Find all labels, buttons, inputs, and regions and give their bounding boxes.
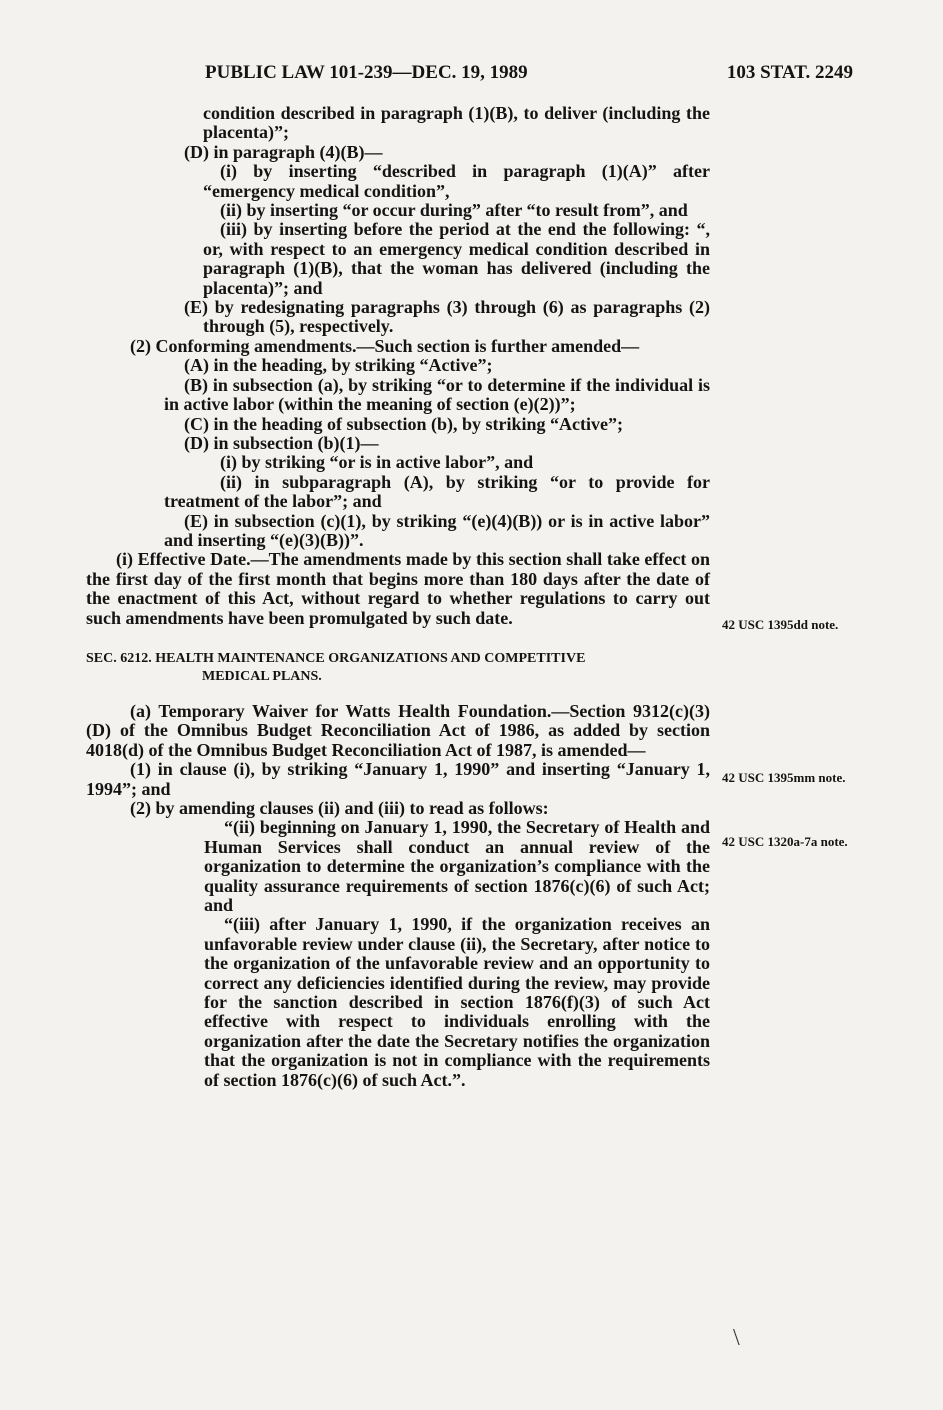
paragraph: (1) in clause (i), by striking “January 1, 1990” and inserting “January 1, 1994”; and (86, 759, 710, 799)
quoted-clause: “(iii) after January 1, 1990, if the organization receives an unfavorable review under clause (ii), the Secretary, after notice to the organization of the unfavorable review and an opportunity to correct any deficiencies identified during the review, may provide for the sanction described in section 1876(f)(3) of such Act effective with respect to individuals enrolling with the organization after the date the Secretary notifies the organization that the organization is not in compliance with the requirements of section 1876(c)(6) of such Act.”. (204, 914, 710, 1090)
header-citation: PUBLIC LAW 101-239—DEC. 19, 1989 (205, 62, 528, 83)
quoted-clause: “(ii) beginning on January 1, 1990, the Secretary of Health and Human Services shall conduct an annual review of the organization to determine the organization’s compliance with the quality assurance requirements of section 1876(c)(6) of such Act; and (204, 817, 710, 916)
paragraph: (D) in subsection (b)(1)— (184, 432, 379, 453)
paragraph: (C) in the heading of subsection (b), by striking “Active”; (184, 413, 624, 434)
header-stat-page: 103 STAT. 2249 (726, 62, 853, 83)
page-header (205, 62, 853, 84)
margin-note: 42 USC 1395mm note. (722, 770, 846, 785)
paragraph: (iii) by inserting before the period at the end the following: “, or, with respect to an emergency medical condition described in paragraph (1)(B), that the woman has delivered (including the placenta)”; and (203, 219, 710, 298)
paragraph: (A) in the heading, by striking “Active”; (184, 355, 493, 376)
paragraph: (ii) in subparagraph (A), by striking “or to provide for treatment of the labor”; and (164, 471, 710, 512)
paragraph: condition described in paragraph (1)(B), to deliver (including the placenta)”; (203, 103, 710, 143)
stray-pen-mark: \ (733, 1325, 740, 1351)
section-heading (86, 650, 710, 686)
paragraph: (ii) by inserting “or occur during” after “to result from”, and (220, 200, 688, 221)
document-body (86, 104, 710, 1090)
paragraph: (E) in subsection (c)(1), by striking “(e)(4)(B)) or is in active labor” and inserting “(e)(3)(B))”. (164, 510, 710, 550)
paragraph: (D) in paragraph (4)(B)— (184, 141, 383, 162)
paragraph: (a) Temporary Waiver for Watts Health Foundation.—Section 9312(c)(3)(D) of the Omnibus Budget Reconciliation Act of 1986, as added by section 4018(d) of the Omnibus Budget Reconciliation Act of 1987, is amended— (86, 700, 710, 760)
margin-note: 42 USC 1395dd note. (722, 617, 839, 632)
paragraph: (i) Effective Date.—The amendments made by this section shall take effect on the first day of the first month that begins more than 180 days after the date of the enactment of this Act, without regard to whether regulations to carry out such amendments have been promulgated by such date. (86, 549, 710, 628)
margin-note: 42 USC 1320a-7a note. (722, 834, 848, 849)
section-heading-line2: MEDICAL PLANS. (202, 668, 322, 684)
paragraph: (2) Conforming amendments.—Such section is further amended— (130, 335, 640, 356)
paragraph: (2) by amending clauses (ii) and (iii) to read as follows: (130, 798, 549, 818)
paragraph: (i) by inserting “described in paragraph (1)(A)” after “emergency medical condition”, (203, 161, 710, 201)
paragraph: (B) in subsection (a), by striking “or to determine if the individual is in active labor (within the meaning of section (e)(2))”; (164, 374, 710, 415)
section-heading-line1: SEC. 6212. HEALTH MAINTENANCE ORGANIZATIONS AND COMPETITIVE (86, 650, 586, 666)
paragraph: (E) by redesignating paragraphs (3) through (6) as paragraphs (2) through (5), respectively. (184, 297, 710, 337)
paragraph: (i) by striking “or is in active labor”, and (220, 452, 534, 473)
